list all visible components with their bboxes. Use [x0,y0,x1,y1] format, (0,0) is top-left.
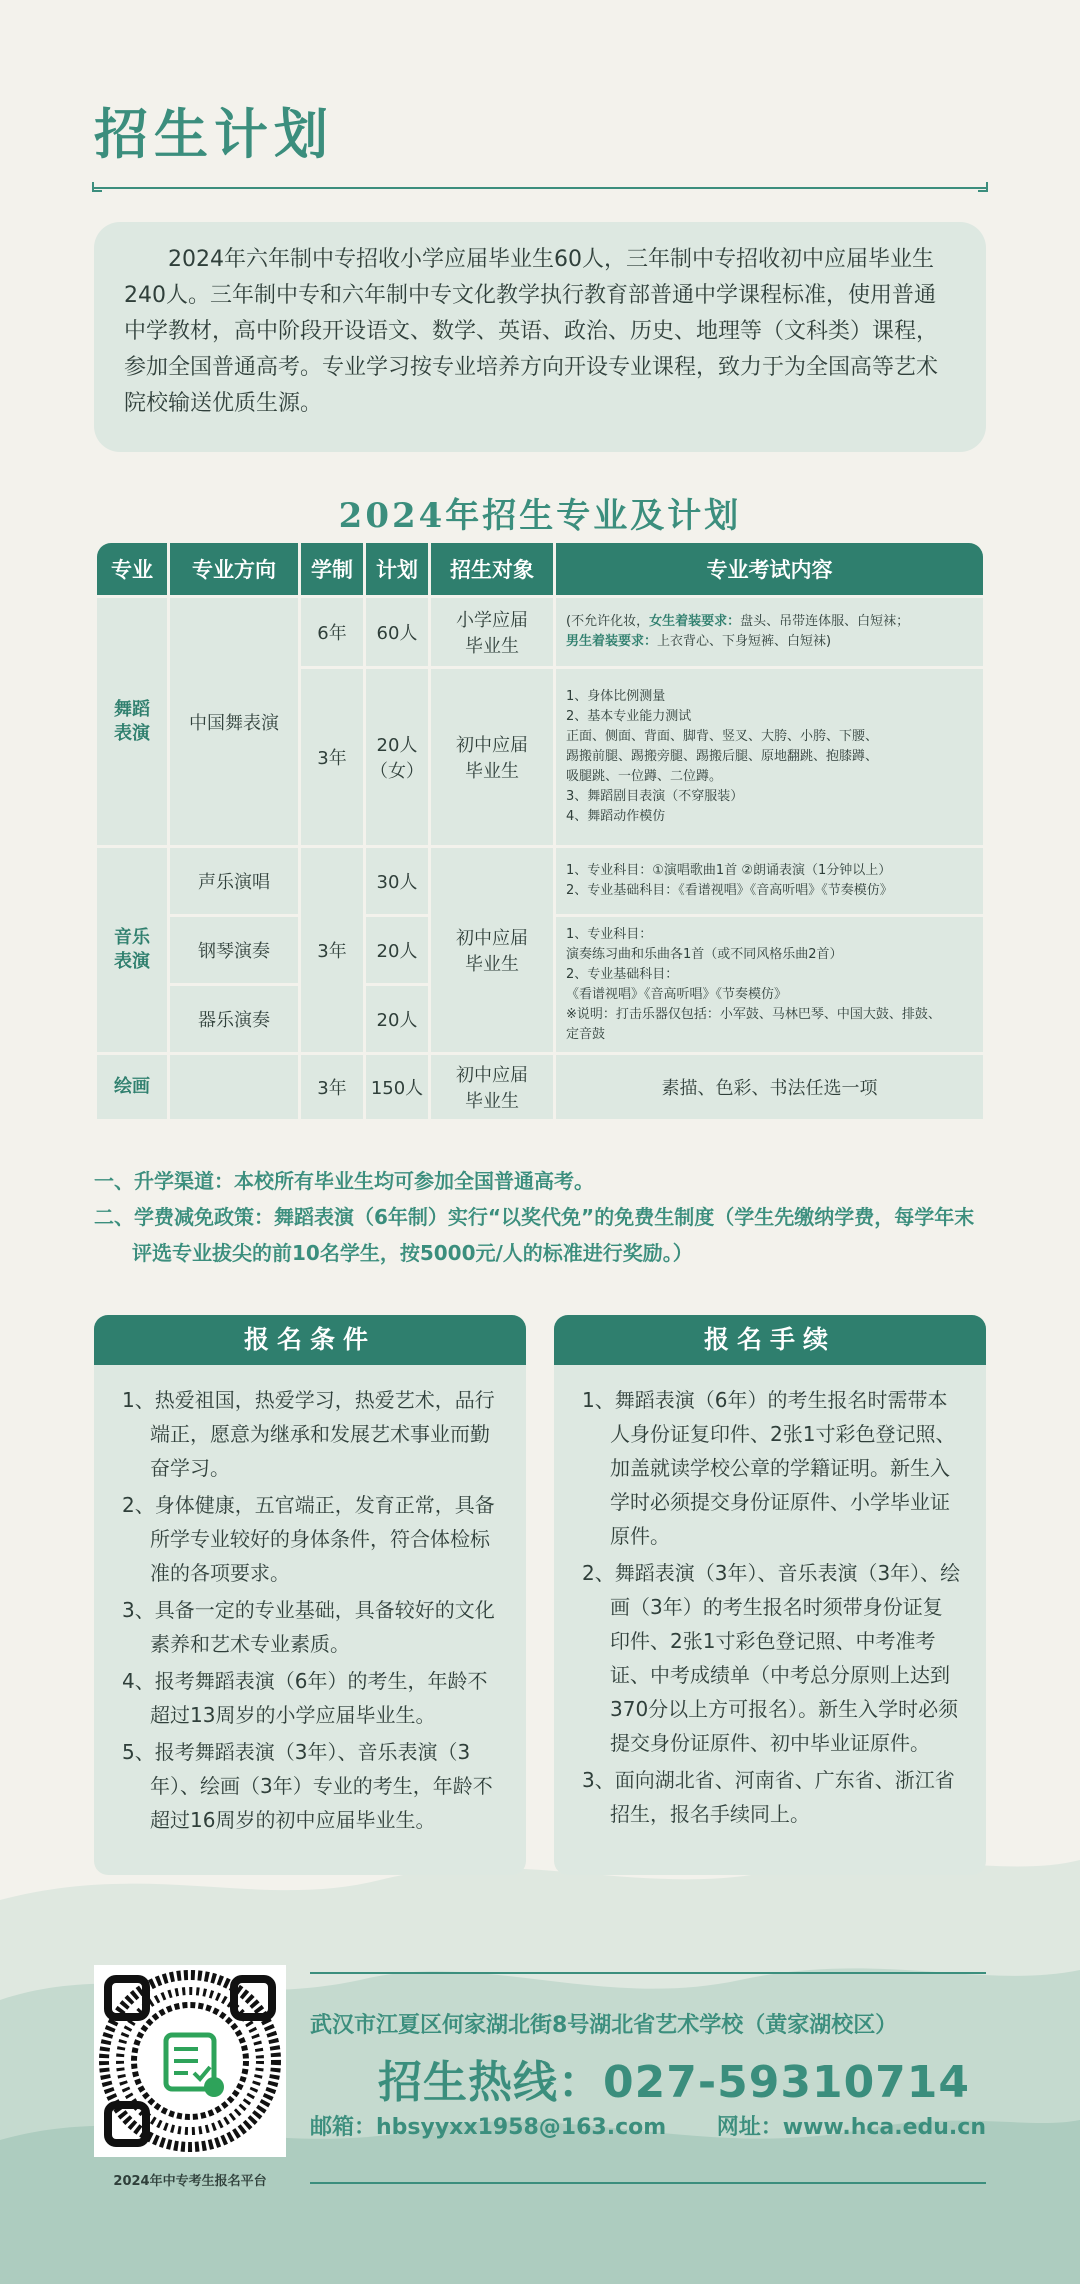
exam-vocal-text: 1、专业科目：①演唱歌曲1首 ②朗诵表演（1分钟以上） 2、专业基础科目：《看谱视唱》《音高听唱》《节奏模仿》 [566,863,893,898]
contact-row [310,2110,986,2141]
plan-cell: 20人 [366,917,428,983]
years-cell: 3年 [301,1055,363,1119]
exam-instrument [556,917,983,1052]
list-item: 1、舞蹈表演（6年）的考生报名时需带本人身份证复印件、2张1寸彩色登记照、加盖就读学校公章的学籍证明。新生入学时必须提交身份证原件、小学毕业证原件。 [582,1388,956,1548]
boys-dress-text: 上衣背心、下身短裤、白短袜) [657,634,832,649]
target-cell [431,598,553,666]
major-painting: 绘画 [97,1055,167,1119]
exam-dance-3yr [556,669,983,845]
plan-label: 20人 （女） [370,735,424,782]
intro-box [94,222,986,452]
years-cell: 6年 [301,598,363,666]
page-title: 招生计划 [94,102,334,166]
school-address: 武汉市江夏区何家湖北街8号湖北省艺术学校（黄家湖校区） [310,2013,898,2038]
exam-note-open: (不允许化妆， [566,614,650,629]
header-major: 专业 [97,543,167,595]
note-item: 二、学费减免政策：舞蹈表演（6年制）实行“以奖代免”的免费生制度（学生先缴纳学费，每学年末评选专业拔尖的前10名学生，按5000元/人的标准进行奖励。） [94,1205,975,1265]
header-target: 招生对象 [431,543,553,595]
girls-dress-text: 盘头、吊带连体服、白短袜； [740,614,910,629]
policy-notes [94,1163,994,1271]
plan-cell [366,669,428,845]
note-item: 一、升学渠道：本校所有毕业生均可参加全国普通高考。 [94,1169,594,1193]
list-item: 2、舞蹈表演（3年）、音乐表演（3年）、绘画（3年）的考生报名时须带身份证复印件、2张1寸彩色登记照、中考准考证、中考成绩单（中考总分原则上达到370分以上方可报名）。新生入学时必须提交身份证原件、初中毕业证原件。 [582,1561,961,1755]
plan-cell: 150人 [366,1055,428,1119]
qr-caption: 2024年中专考生报名平台 [113,2174,267,2189]
boys-dress-label: 男生着装要求： [566,634,658,649]
email: 邮箱：hbsyyxx1958@163.com [310,2115,667,2140]
table-row [97,598,983,666]
major-music-label: 音乐 表演 [114,927,150,972]
conditions-panel [94,1315,526,1875]
target-cell [431,1055,553,1119]
list-item: 1、热爱祖国，热爱学习，热爱艺术，品行端正，愿意为继承和发展艺术事业而勤奋学习。 [122,1388,495,1480]
direction-empty [170,1055,298,1119]
exam-dance-3yr-text: 1、身体比例测量 2、基本专业能力测试 正面、侧面、背面、脚背、竖叉、大胯、小胯、下腰、 踢搬前腿、踢搬旁腿、踢搬后腿、原地翻跳、抱膝蹲、 吸腿跳、一位蹲、二位蹲。 3、舞蹈剧目表演（不穿服装） 4、舞蹈动作模仿 [566,689,879,824]
procedures-list [554,1383,986,1831]
table-row [97,1055,983,1119]
footer-top-divider [310,1972,986,1974]
header-plan: 计划 [366,543,428,595]
major-dance [97,598,167,845]
list-item: 5、报考舞蹈表演（3年）、音乐表演（3年）、绘画（3年）专业的考生，年龄不超过16周岁的初中应届毕业生。 [122,1740,493,1832]
list-item: 3、面向湖北省、河南省、广东省、浙江省招生，报名手续同上。 [582,1768,955,1826]
years-cell: 3年 [301,848,363,1052]
direction-vocal: 声乐演唱 [170,848,298,914]
conditions-title: 报名条件 [94,1315,526,1365]
table-header-row [97,543,983,595]
qr-code-icon [94,1965,286,2157]
plan-cell: 60人 [366,598,428,666]
conditions-list [94,1383,526,1837]
exam-painting: 素描、色彩、书法任选一项 [556,1055,983,1119]
website: 网址：www.hca.edu.cn [716,2115,986,2140]
qr-code[interactable] [94,1965,286,2157]
table-row [97,848,983,914]
target-label: 小学应届 毕业生 [456,610,528,657]
direction-instrument: 器乐演奏 [170,986,298,1052]
major-music [97,848,167,1052]
plan-cell: 20人 [366,986,428,1052]
hotline: 招生热线：027-59310714 [378,2057,971,2108]
exam-dance-6yr [556,598,983,666]
header-direction: 专业方向 [170,543,298,595]
list-item: 2、身体健康，五官端正，发育正常，具备所学专业较好的身体条件，符合体检标准的各项要求。 [122,1493,495,1585]
list-item: 4、报考舞蹈表演（6年）的考生，年龄不超过13周岁的小学应届毕业生。 [122,1669,488,1727]
table-title: 2024年招生专业及计划 [338,496,742,536]
target-label: 初中应届 毕业生 [456,928,528,975]
footer-bottom-divider [310,2182,986,2184]
direction-piano: 钢琴演奏 [170,917,298,983]
target-cell [431,848,553,1052]
exam-instrument-text: 1、专业科目： 演奏练习曲和乐曲各1首（或不同风格乐曲2首） 2、专业基础科目： 《看谱视唱》《音高听唱》《节奏模仿》 ※说明：打击乐器仅包括：小军鼓、马林巴琴、中国大鼓、排鼓、 定音鼓 [566,926,941,1042]
header-exam: 专业考试内容 [556,543,983,595]
target-label: 初中应届 毕业生 [456,1065,528,1112]
plan-cell: 30人 [366,848,428,914]
intro-text: 2024年六年制中专招收小学应届毕业生60人，三年制中专招收初中应届毕业生240人。三年制中专和六年制中专文化教学执行教育部普通中学课程标准，使用普通中学教材，高中阶段开设语文、数学、英语、政治、历史、地理等（文科类）课程，参加全国普通高考。专业学习按专业培养方向开设专业课程，致力于为全国高等艺术院校输送优质生源。 [124,247,939,416]
exam-vocal [556,848,983,914]
years-cell: 3年 [301,669,363,845]
procedures-panel [554,1315,986,1875]
major-dance-label: 舞蹈 表演 [114,698,150,744]
header-years: 学制 [301,543,363,595]
direction-chinese-dance: 中国舞表演 [170,598,298,845]
list-item: 3、具备一定的专业基础，具备较好的文化素养和艺术专业素质。 [122,1598,495,1656]
title-divider [94,187,986,189]
target-label: 初中应届 毕业生 [456,735,528,782]
procedures-title: 报名手续 [554,1315,986,1365]
target-cell [431,669,553,845]
enrollment-plan-table [94,540,986,1122]
girls-dress-label: 女生着装要求： [649,614,741,629]
